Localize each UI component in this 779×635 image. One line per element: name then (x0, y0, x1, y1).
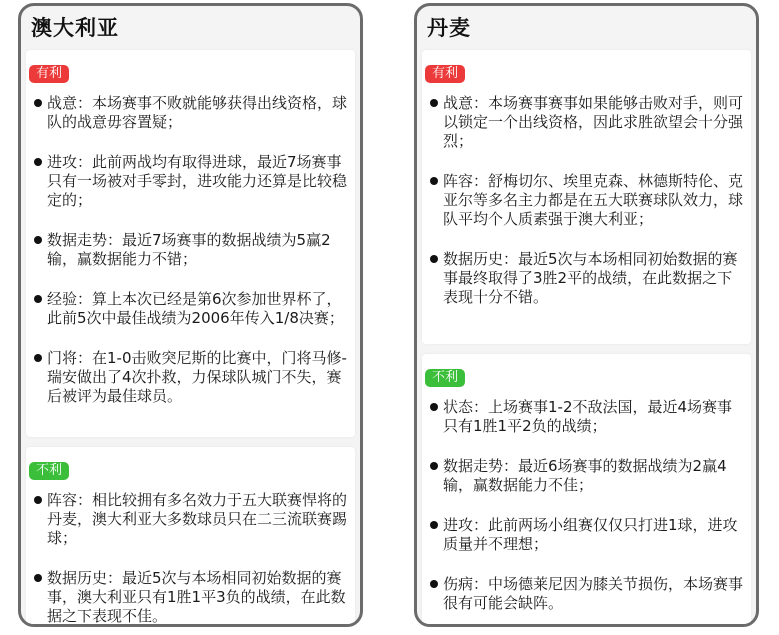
list-item (34, 94, 349, 132)
bullet-icon (34, 354, 42, 362)
bullet-icon (430, 403, 438, 411)
list-item (34, 491, 349, 548)
team-panel-denmark (414, 3, 759, 627)
item-text: 数据走势：最近7场赛事的数据战绩为5赢2输，赢数据能力不错； (47, 231, 331, 268)
item-text: 进攻：此前两场小组赛仅仅只打进1球，进攻质量并不理想； (443, 516, 738, 553)
list-item (34, 349, 349, 406)
unfavorable-tag: 不利 (425, 369, 465, 387)
item-text: 门将：在1-0击败突尼斯的比赛中，门将马修-瑞安做出了4次扑救，力保球队城门不失，赛后被评为最佳球员。 (47, 349, 347, 405)
list-item (430, 94, 745, 151)
favorable-card (26, 50, 355, 437)
list-item (34, 153, 349, 210)
item-text: 战意：本场赛事赛事如果能够击败对手，则可以锁定一个出线资格，因此求胜欲望会十分强烈； (443, 94, 744, 150)
team-title: 丹麦 (427, 16, 471, 40)
favorable-list (34, 94, 349, 427)
item-text: 数据历史：最近5次与本场相同初始数据的赛事，澳大利亚只有1胜1平3负的战绩，在此数据之下表现不佳。 (47, 569, 346, 625)
unfavorable-tag: 不利 (29, 462, 69, 480)
bullet-icon (430, 177, 438, 185)
unfavorable-list (34, 491, 349, 627)
bullet-icon (34, 236, 42, 244)
favorable-card (422, 50, 751, 344)
bullet-icon (430, 255, 438, 263)
item-text: 数据走势：最近6场赛事的数据战绩为2赢4输，赢数据能力不佳； (443, 457, 727, 494)
unfavorable-list (430, 398, 745, 627)
team-title: 澳大利亚 (31, 16, 119, 40)
list-item (430, 516, 745, 554)
item-text: 经验：算上本次已经是第6次参加世界杯了，此前5次中最佳战绩为2006年传入1/8决赛； (47, 290, 344, 327)
item-text: 进攻：此前两战均有取得进球，最近7场赛事只有一场被对手零封，进攻能力还算是比较稳定的； (47, 153, 348, 209)
bullet-icon (430, 462, 438, 470)
unfavorable-card (26, 447, 355, 627)
favorable-list (430, 94, 745, 328)
team-panel-australia (18, 3, 363, 627)
item-text: 阵容：相比较拥有多名效力于五大联赛悍将的丹麦，澳大利亚大多数球员只在二三流联赛踢球； (47, 491, 348, 547)
unfavorable-card (422, 354, 751, 627)
bullet-icon (34, 295, 42, 303)
bullet-icon (430, 521, 438, 529)
favorable-tag: 有利 (425, 65, 465, 83)
list-item (430, 172, 745, 229)
bullet-icon (430, 99, 438, 107)
bullet-icon (34, 496, 42, 504)
favorable-tag: 有利 (29, 65, 69, 83)
item-text: 阵容：舒梅切尔、埃里克森、林德斯特伦、克亚尔等多名主力都是在五大联赛球队效力，球队平均个人质素强于澳大利亚； (443, 172, 744, 228)
item-text: 战意：本场赛事不败就能够获得出线资格，球队的战意毋容置疑； (47, 94, 348, 131)
item-text: 状态：上场赛事1-2不敌法国，最近4场赛事只有1胜1平2负的战绩； (443, 398, 733, 435)
list-item (430, 457, 745, 495)
item-text: 数据历史：最近5次与本场相同初始数据的赛事最终取得了3胜2平的战绩，在此数据之下表现十分不错。 (443, 250, 738, 306)
bullet-icon (430, 580, 438, 588)
list-item (430, 250, 745, 307)
list-item (34, 569, 349, 626)
list-item (34, 231, 349, 269)
list-item (34, 290, 349, 328)
list-item (430, 398, 745, 436)
bullet-icon (34, 158, 42, 166)
item-text: 伤病：中场德莱尼因为膝关节损伤，本场赛事很有可能会缺阵。 (443, 575, 744, 612)
list-item (430, 575, 745, 613)
bullet-icon (34, 574, 42, 582)
bullet-icon (34, 99, 42, 107)
